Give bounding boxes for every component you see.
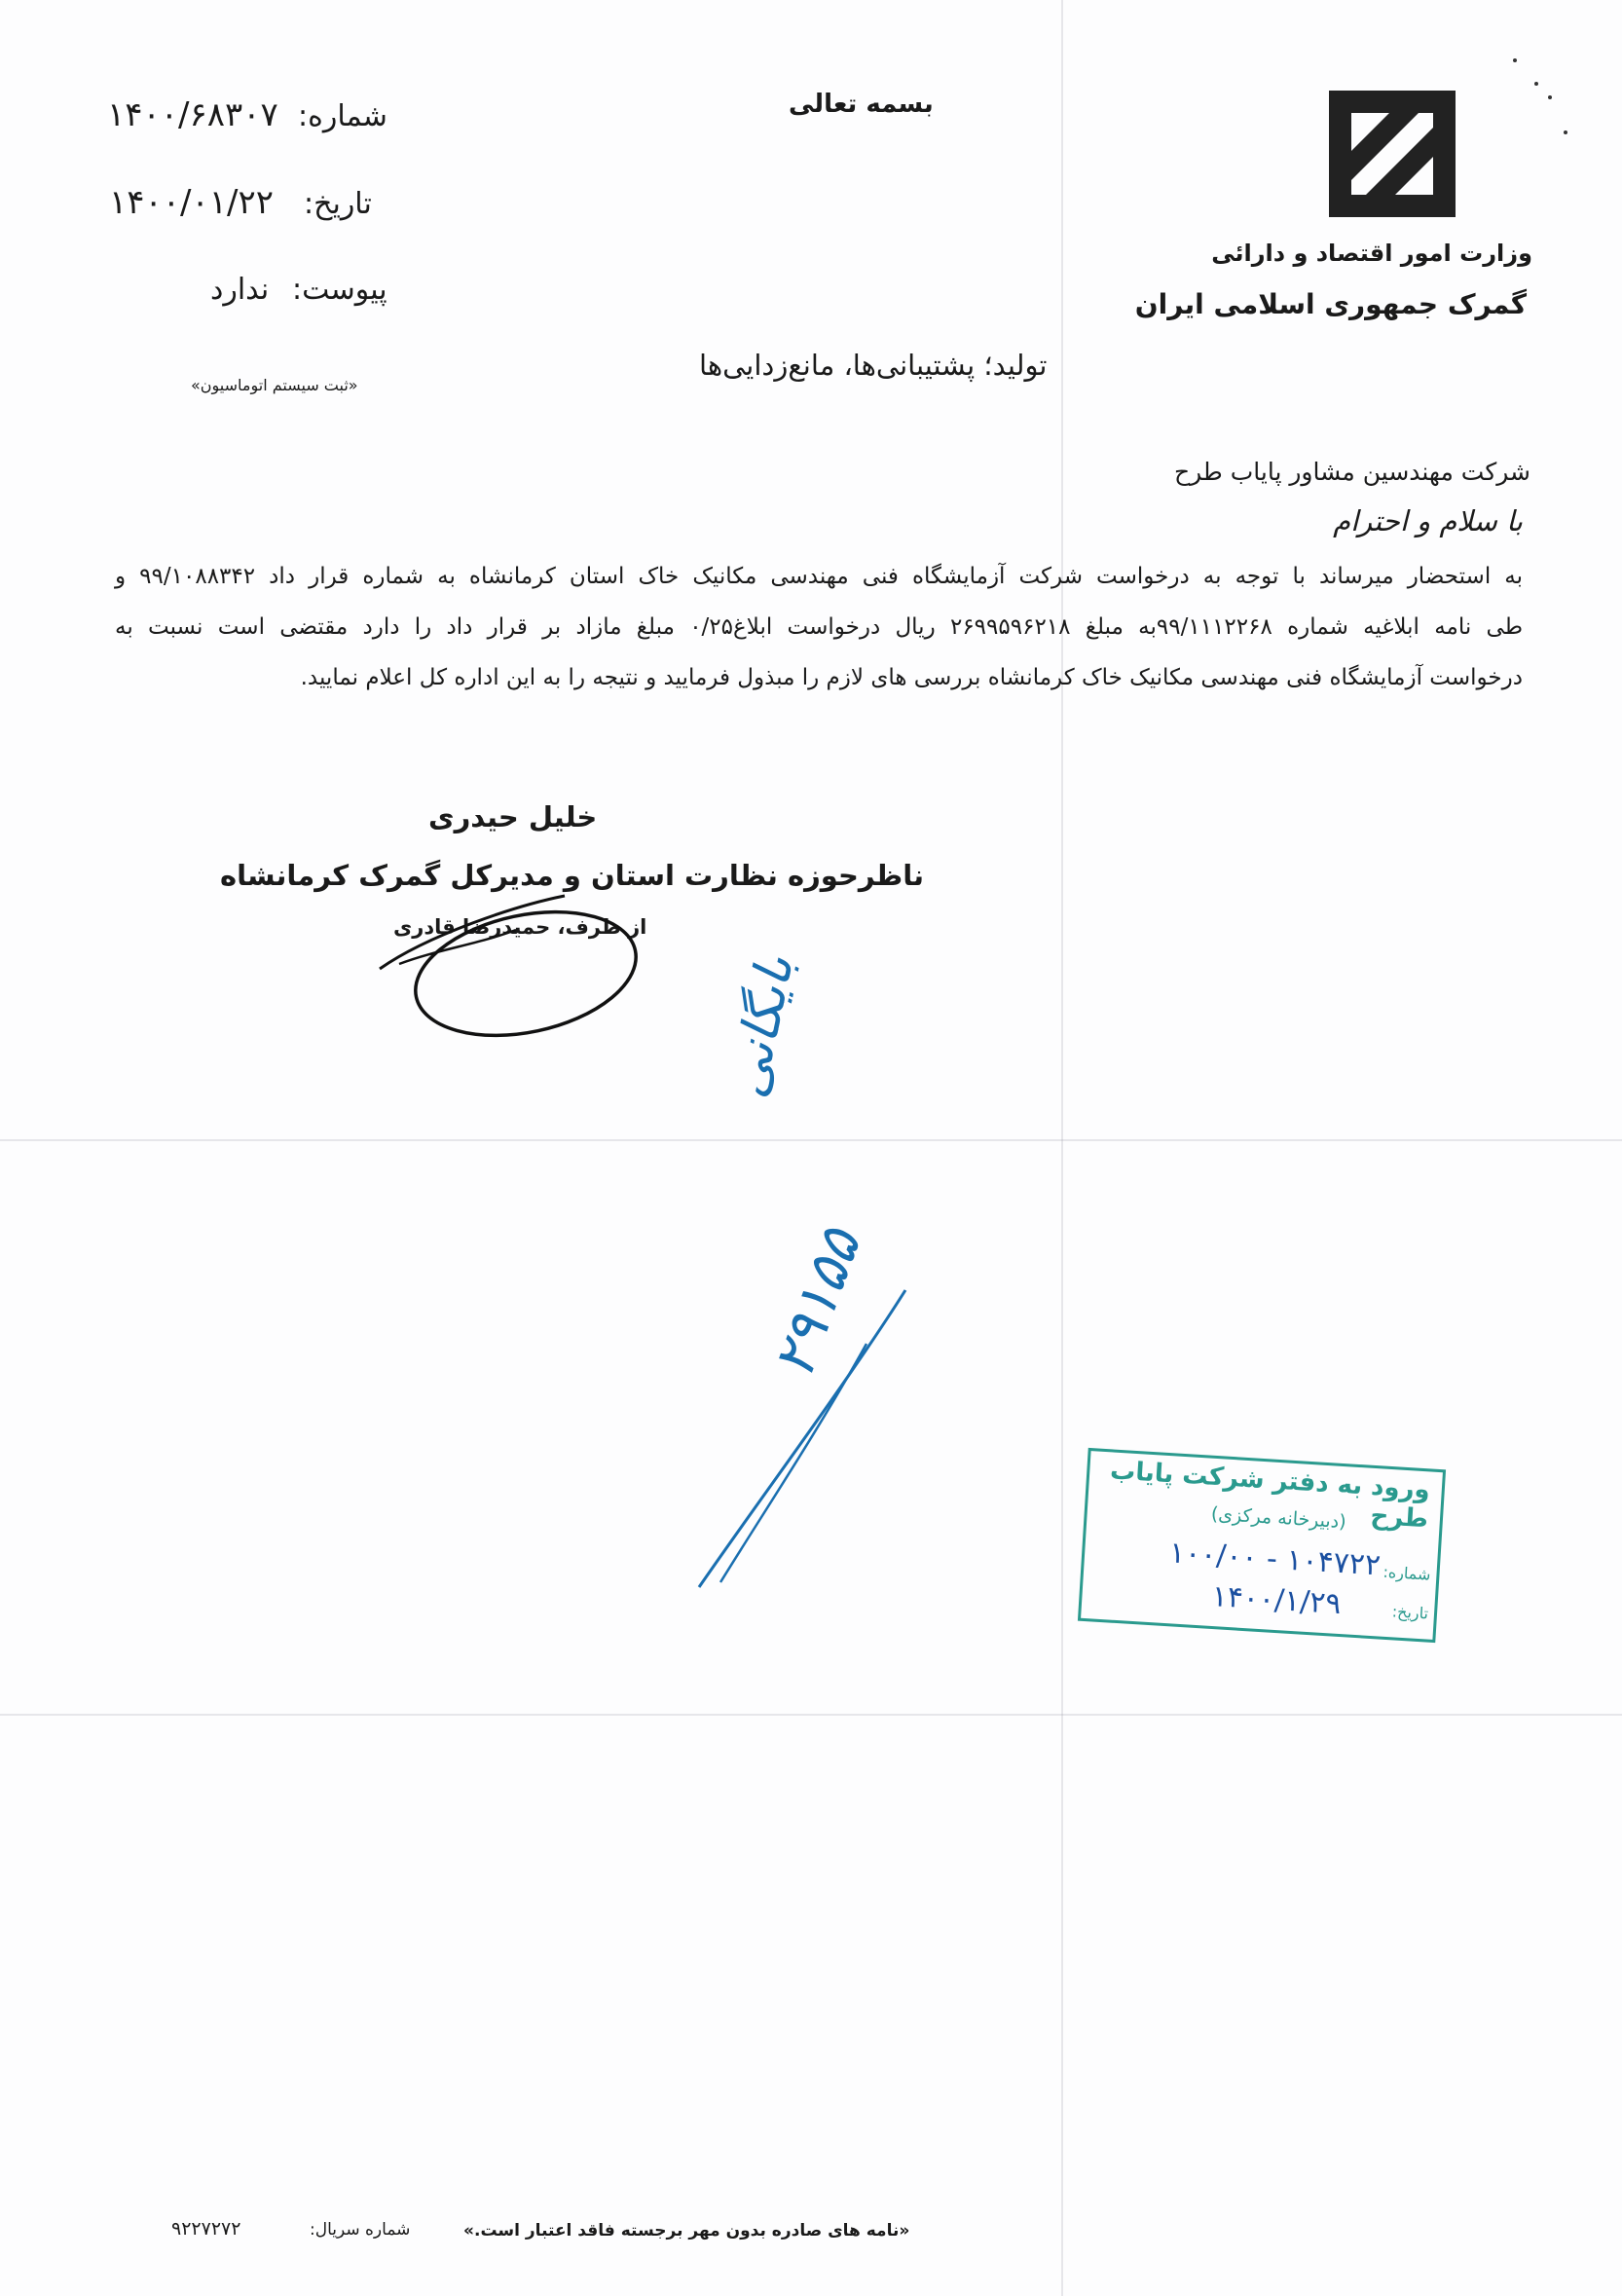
corner-dots-icon (1507, 55, 1575, 142)
greeting-handwritten: با سلام و احترام (1333, 504, 1523, 537)
serial-label: شماره سریال: (310, 2220, 411, 2240)
letter-number-label-text: شماره: (298, 99, 387, 133)
stamp-subtitle: (دبیرخانه مرکزی) (1210, 1502, 1347, 1534)
registration-note: «ثبت سیستم اتوماسیون» (191, 376, 358, 394)
on-behalf-of: از طرف، حمیدرضا قادری (393, 915, 647, 939)
letter-body (115, 551, 1523, 703)
stamp-number-label: شماره: (1382, 1562, 1432, 1584)
stamp-date-label: تاریخ: (1391, 1602, 1429, 1623)
customs-logo-icon (1314, 76, 1470, 232)
letter-number-value: ۱۴۰۰/۶۸۳۰۷ (107, 95, 278, 134)
attachment-value: ندارد (210, 273, 270, 307)
handwritten-note: بایگانی (719, 950, 806, 1103)
signer-name: خلیل حیدری (428, 800, 598, 833)
attachment-label: پیوست: (292, 273, 387, 307)
ministry-name: وزارت امور اقتصاد و دارائی (1211, 240, 1532, 267)
received-stamp (1078, 1448, 1446, 1643)
stamp-date-value: ۱۴۰۰/۱/۲۹ (1210, 1578, 1343, 1622)
body-line-1: به استحضار میرساند با توجه به درخواست شرکت آزمایشگاه فنی مهندسی مکانیک خاک استان کرمانشاه به شماره قرار داد ۹۹/۱۰۸۸۳۴۲ و (115, 564, 1523, 589)
pen-stroke-icon (682, 1285, 915, 1597)
signer-title: ناظرحوزه نظارت استان و مدیرکل گمرک کرمانشاه (220, 859, 925, 892)
validity-note: «نامه های صادره بدون مهر برجسته فاقد اعتبار است.» (463, 2221, 910, 2240)
slogan: تولید؛ پشتیبانی‌ها، مانع‌زدایی‌ها (699, 349, 1048, 382)
stamp-number-value: ۱۰۰/۰۰ - ۱۰۴۷۲۲ (1168, 1536, 1382, 1583)
letter-date-value: ۱۴۰۰/۰۱/۲۲ (109, 183, 275, 222)
body-line-3: درخواست آزمایشگاه فنی مهندسی مکانیک خاک کرمانشاه بررسی های لازم را مبذول فرمایید و نتیجه را به این اداره کل اعلام نمایید. (300, 665, 1523, 690)
stamp-title: ورود به دفتر شرکت پایاب طرح (1109, 1456, 1431, 1535)
paper-fold-vertical (1061, 0, 1063, 2296)
paper-fold-horizontal-2 (0, 1714, 1622, 1716)
signature-scribble-icon (370, 876, 662, 1042)
body-line-2: طی نامه ابلاغیه شماره ۹۹/۱۱۱۲۲۶۸به مبلغ ۲۶۹۹۵۹۶۲۱۸ ریال درخواست ابلاغ۰/۲۵ مبلغ مازاد بر قرار داد را دارد مقتضی است نسبت به (115, 614, 1523, 640)
handwritten-number: ۲۹۱۵۵ (759, 1220, 874, 1387)
paper-fold-horizontal-1 (0, 1139, 1622, 1141)
recipient: شرکت مهندسین مشاور پایاب طرح (1173, 458, 1530, 486)
letter-date-label: تاریخ: (304, 187, 372, 221)
serial-value: ۹۲۲۷۲۷۲ (171, 2218, 241, 2240)
bismillah-heading: بسمه تعالی (789, 90, 934, 119)
customs-name: گمرک جمهوری اسلامی ایران (1134, 288, 1527, 320)
